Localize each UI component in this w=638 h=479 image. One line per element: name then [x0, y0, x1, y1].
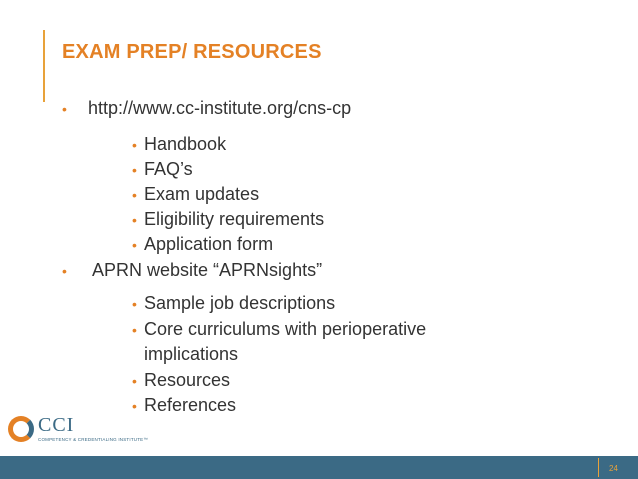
sub-bullet-item [132, 235, 273, 255]
bullet-icon: • [62, 101, 67, 117]
sub-bullet-label: Eligibility requirements [144, 209, 325, 229]
sub-bullet-item [132, 210, 324, 230]
sub-bullet-label: Sample job descriptions [144, 293, 336, 313]
sub-bullet-item [132, 294, 335, 314]
footer-bar [0, 456, 638, 479]
sub-bullet-item [132, 135, 226, 155]
sub-bullet-item [132, 160, 193, 180]
footer-divider [598, 458, 599, 477]
sub-bullet-label: References [144, 395, 237, 415]
sub-bullet-label: Resources [144, 370, 231, 390]
sub-bullet-label: Exam updates [144, 184, 260, 204]
bullet-item [62, 99, 351, 119]
bullet-item [62, 261, 322, 281]
logo-tagline: COMPETENCY & CREDENTIALING INSTITUTE™ [38, 437, 149, 442]
bullet-icon: • [132, 398, 137, 414]
sub-bullet-continuation: implications [144, 344, 239, 364]
sub-bullet-item [132, 185, 259, 205]
bullet-icon: • [132, 237, 137, 253]
bullet-icon: • [132, 212, 137, 228]
title-accent-line [43, 30, 45, 102]
logo-name: CCI [38, 414, 75, 436]
bullet-icon: • [132, 162, 137, 178]
bullet-label: APRN website “APRNsights” [88, 260, 323, 280]
bullet-icon: • [132, 187, 137, 203]
bullet-url[interactable]: http://www.cc-institute.org/cns-cp [88, 98, 352, 118]
bullet-icon: • [132, 373, 137, 389]
sub-bullet-item [132, 396, 236, 416]
sub-bullet-label: Core curriculums with perioperative [144, 319, 427, 339]
sub-bullet-label: Application form [144, 234, 274, 254]
bullet-icon: • [132, 322, 137, 338]
slide-title: EXAM PREP/ RESOURCES [62, 41, 322, 63]
sub-bullet-item [132, 320, 426, 340]
bullet-icon: • [132, 137, 137, 153]
sub-bullet-label: FAQ’s [144, 159, 193, 179]
cci-logo-icon [8, 416, 34, 442]
page-number: 24 [609, 464, 618, 473]
bullet-icon: • [132, 296, 137, 312]
cci-logo [8, 415, 148, 442]
sub-bullet-label: Handbook [144, 134, 227, 154]
sub-bullet-item [132, 371, 230, 391]
bullet-icon: • [62, 263, 67, 279]
